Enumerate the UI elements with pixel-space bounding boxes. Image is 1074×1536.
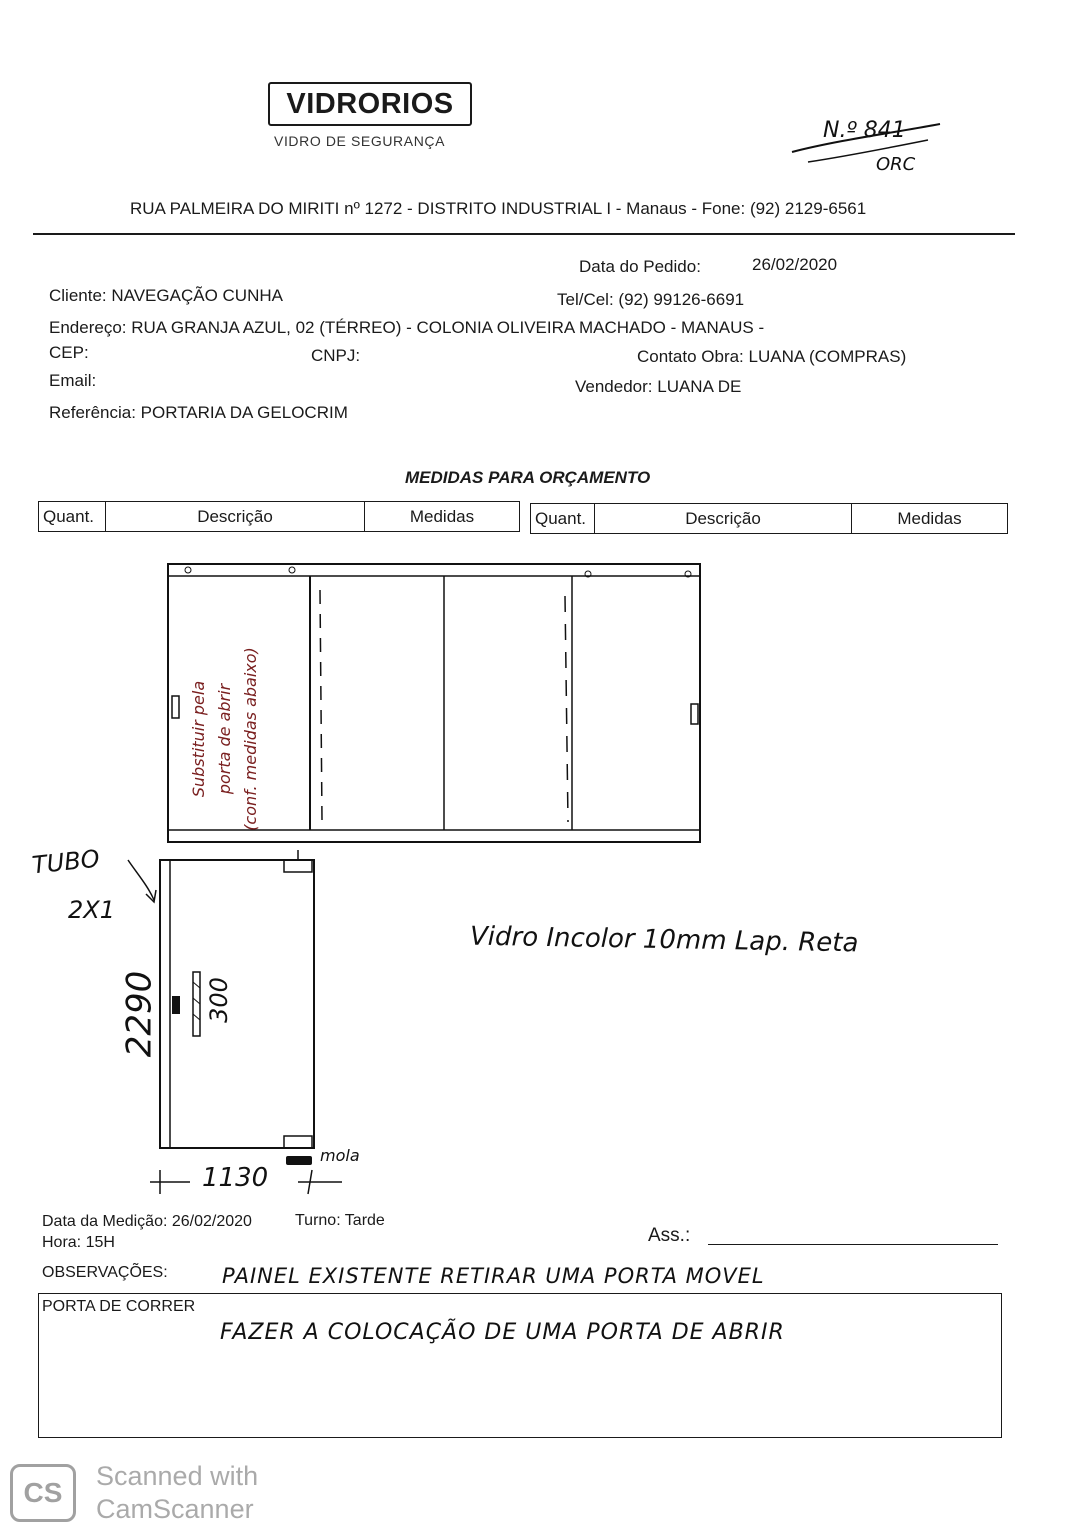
- observations-box-label: PORTA DE CORRER: [42, 1298, 196, 1315]
- camscanner-watermark: [10, 1460, 258, 1526]
- panel-note-line: (conf. medidas abaixo): [241, 647, 260, 831]
- site-contact: Contato Obra: LUANA (COMPRAS): [637, 347, 907, 366]
- header-divider: [33, 233, 1015, 235]
- observations-label: OBSERVAÇÕES:: [42, 1264, 168, 1281]
- order-date-label: Data do Pedido:: [579, 257, 701, 276]
- col-quant: Quant.: [531, 504, 595, 534]
- panel-note-line: porta de abrir: [215, 683, 234, 795]
- handle-length-dim: 300: [204, 977, 233, 1023]
- glass-spec-note: Vidro Incolor 10mm Lap. Reta: [469, 921, 859, 959]
- camscanner-text: [96, 1460, 258, 1526]
- client-email: Email:: [49, 371, 97, 390]
- signature-label: Ass.:: [648, 1225, 691, 1246]
- section-title: MEDIDAS PARA ORÇAMENTO: [405, 468, 651, 487]
- tube-label-2: 2X1: [68, 896, 115, 924]
- signature-line: [708, 1244, 998, 1245]
- order-number: N.º 841: [823, 118, 906, 143]
- watermark-line: Scanned with: [96, 1461, 259, 1491]
- panel-note: [186, 589, 264, 889]
- client-phone: Tel/Cel: (92) 99126-6691: [557, 290, 745, 309]
- observation-line-1: PAINEL EXISTENTE RETIRAR UMA PORTA MOVEL: [222, 1264, 765, 1288]
- measurement-time: Hora: 15H: [42, 1234, 115, 1251]
- client-cnpj: CNPJ:: [311, 346, 361, 365]
- measurement-date: Data da Medição: 26/02/2020: [42, 1213, 252, 1230]
- client-address: Endereço: RUA GRANJA AZUL, 02 (TÉRREO) - COLONIA OLIVEIRA MACHADO - MANAUS -: [49, 318, 765, 337]
- reference: Referência: PORTARIA DA GELOCRIM: [49, 403, 348, 422]
- col-medidas: Medidas: [852, 504, 1008, 534]
- client-name: Cliente: NAVEGAÇÃO CUNHA: [49, 286, 283, 305]
- observation-line-2: FAZER A COLOCAÇÃO DE UMA PORTA DE ABRIR: [220, 1320, 785, 1345]
- company-logo: VIDRORIOS: [268, 82, 472, 126]
- col-medidas: Medidas: [365, 502, 520, 532]
- tube-label-1: TUBO: [30, 844, 101, 880]
- order-number-strike: [788, 116, 948, 166]
- order-date-value: 26/02/2020: [752, 255, 838, 274]
- client-cep: CEP:: [49, 343, 89, 362]
- door-height-dim: 2290: [119, 970, 160, 1058]
- measurements-table-right: [530, 503, 1008, 534]
- panel-note-line: Substituir pela: [189, 680, 208, 798]
- salesperson: Vendedor: LUANA DE: [575, 377, 742, 396]
- col-quant: Quant.: [39, 502, 106, 532]
- col-descricao: Descrição: [595, 504, 852, 534]
- order-type-label: ORC: [876, 154, 916, 175]
- door-width-dim: 1130: [202, 1163, 269, 1193]
- measurement-shift: Turno: Tarde: [295, 1212, 385, 1229]
- measurements-table-left: [38, 501, 520, 532]
- spring-label: mola: [320, 1146, 360, 1165]
- watermark-line: CamScanner: [96, 1494, 254, 1524]
- logo-subtitle: VIDRO DE SEGURANÇA: [274, 133, 446, 149]
- camscanner-logo: CS: [10, 1464, 76, 1522]
- col-descricao: Descrição: [106, 502, 365, 532]
- company-address: RUA PALMEIRA DO MIRITI nº 1272 - DISTRITO INDUSTRIAL I - Manaus - Fone: (92) 2129-6561: [130, 199, 867, 218]
